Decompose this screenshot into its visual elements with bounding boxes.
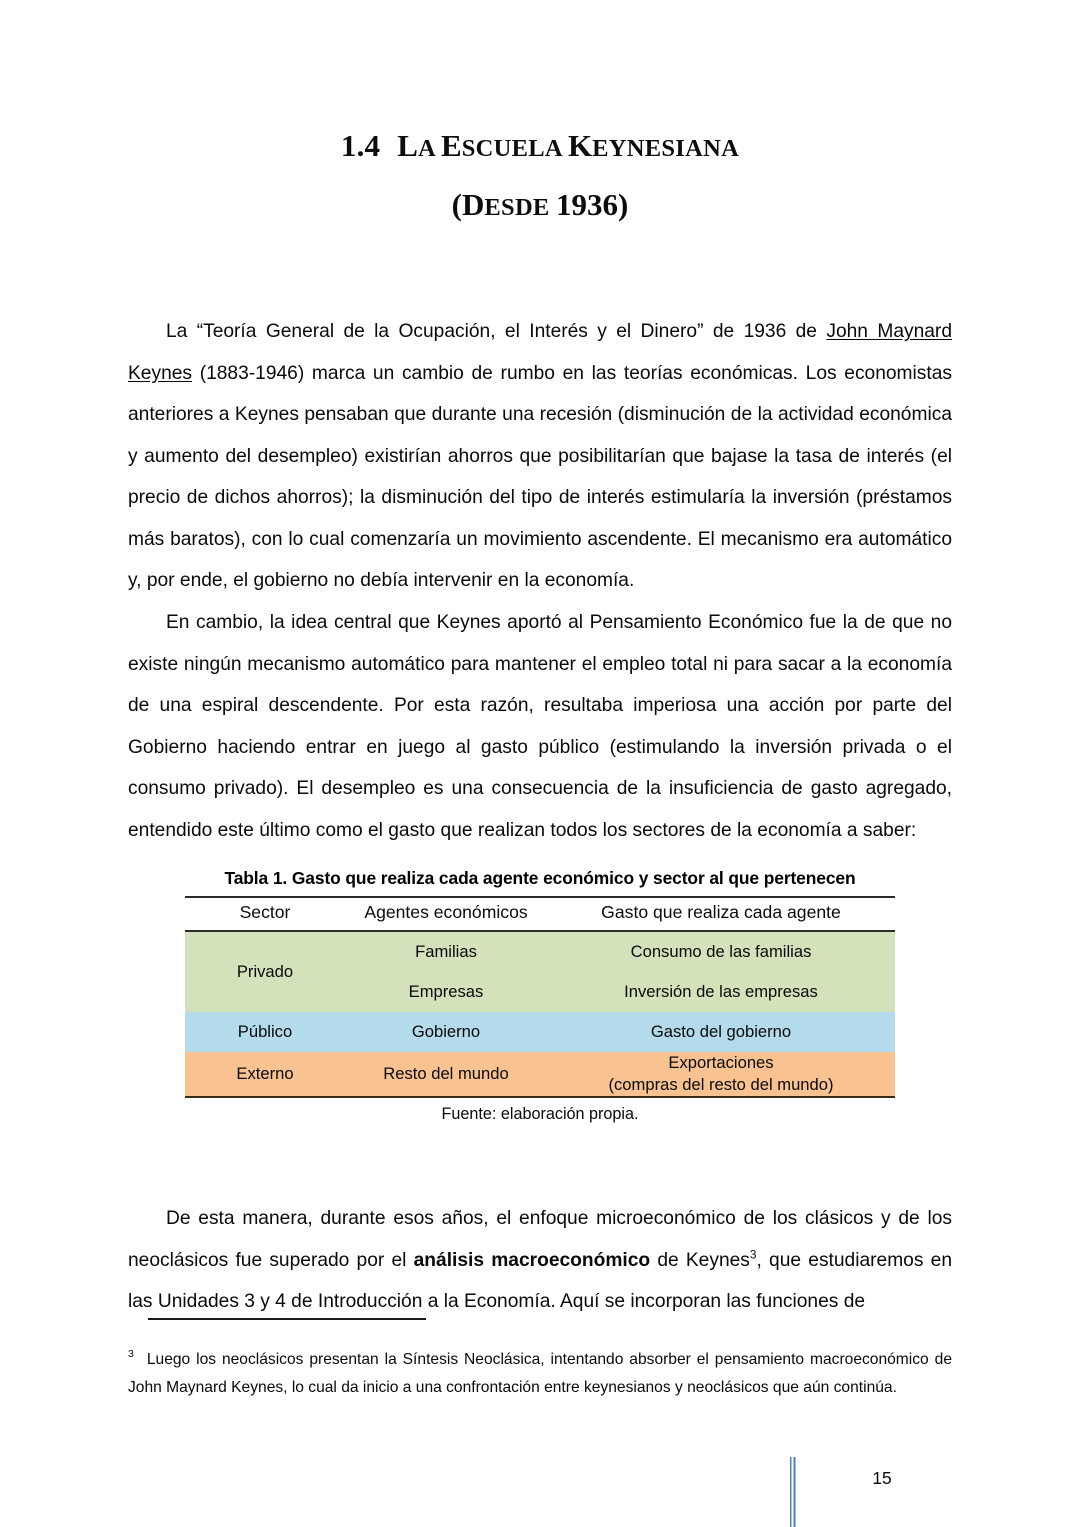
cell-spend-inversion: Inversión de las empresas xyxy=(547,972,895,1012)
heading-title-a: A xyxy=(417,135,442,162)
footnote-reference-3: 3 xyxy=(749,1247,757,1262)
paragraph-2-text: En cambio, la idea central que Keynes aportó al Pensamiento Económico fue la de que no existe ningún mecanismo automático para mantener el empleo total ni para sacar a la economía de una espiral descendente. Por esta razón, resultaba imperiosa una acción por parte del Gobierno haciendo entrar en juego al gasto público (estimulando la inversión privada o el consumo privado). El desempleo es una consecuencia de la insuficiencia de gasto agregado, entendido este último como el gasto que realizan todos los sectores de la economía a saber: xyxy=(128,612,952,841)
cell-spend-exportaciones-line2: (compras del resto del mundo) xyxy=(608,1075,834,1094)
heading-line-2 xyxy=(128,177,952,236)
page-number: 15 xyxy=(872,1468,892,1488)
heading-title-k: K xyxy=(567,128,593,163)
analisis-macroeconomico-bold: análisis macroeconómico xyxy=(413,1249,651,1271)
heading-year: 1936) xyxy=(556,187,629,222)
cell-agent-gobierno: Gobierno xyxy=(345,1012,547,1052)
paragraph-3-part-c: , que estudiaremos en las Unidades 3 y 4 de Introducción a la Economía. Aquí se incorporan las funciones de xyxy=(128,1249,952,1313)
footnote-marker: 3 xyxy=(128,1348,134,1361)
heading-desde-d: (D xyxy=(451,187,485,222)
heading-desde-rest: ESDE xyxy=(484,194,557,221)
footnote-3 xyxy=(128,1346,952,1403)
table-source-note: Fuente: elaboración propia. xyxy=(441,1105,639,1123)
paragraph-3 xyxy=(128,1198,952,1323)
table-block xyxy=(185,866,895,1124)
paragraph-3-part-a: De esta manera, durante esos años, el enfoque microeconómico de los clásicos y de los neoclásicos fue superado por el xyxy=(128,1208,952,1271)
footer-accent-rule xyxy=(790,1457,796,1527)
table-caption: Tabla 1. Gasto que realiza cada agente económico y sector al que pertenecen xyxy=(224,868,856,888)
gasto-table xyxy=(185,896,895,1098)
paragraph-3-part-b: de Keynes xyxy=(650,1249,750,1271)
cell-spend-exportaciones-line1: Exportaciones xyxy=(668,1053,774,1072)
cell-agent-resto-mundo: Resto del mundo xyxy=(345,1052,547,1097)
cell-spend-exportaciones xyxy=(547,1052,895,1097)
section-number: 1.4 xyxy=(340,128,381,163)
keynes-underlined-name: John Maynard Keynes xyxy=(128,321,952,384)
table-row xyxy=(185,931,895,972)
heading-line-1 xyxy=(128,118,952,177)
paragraph-1-part-a: La “Teoría General de la Ocupación, el Interés y el Dinero” de 1936 de xyxy=(166,321,827,343)
table-row xyxy=(185,1012,895,1052)
heading-title-l: L xyxy=(397,128,418,163)
cell-spend-gobierno: Gasto del gobierno xyxy=(547,1012,895,1052)
paragraph-2 xyxy=(128,602,952,851)
cell-agent-familias: Familias xyxy=(345,931,547,972)
table-header-row xyxy=(185,897,895,931)
column-header-gasto: Gasto que realiza cada agente xyxy=(547,897,895,931)
heading-title-e: E xyxy=(441,128,462,163)
cell-agent-empresas: Empresas xyxy=(345,972,547,1012)
footnote-text: Luego los neoclásicos presentan la Síntesis Neoclásica, intentando absorber el pensamiento macroeconómico de John Maynard Keynes, lo cual da inicio a una confrontación entre keynesianos y neoclásicos que aún continúa. xyxy=(128,1350,952,1397)
paragraph-1 xyxy=(128,311,952,602)
section-heading xyxy=(128,118,952,236)
heading-title-scuela: SCUELA xyxy=(461,135,568,162)
heading-title-eynesiana: EYNESIANA xyxy=(592,135,740,162)
footnote-separator xyxy=(148,1318,426,1320)
column-header-agentes: Agentes económicos xyxy=(345,897,547,931)
cell-sector-publico: Público xyxy=(185,1012,345,1052)
column-header-sector: Sector xyxy=(185,897,345,931)
cell-spend-consumo: Consumo de las familias xyxy=(547,931,895,972)
cell-sector-privado: Privado xyxy=(185,931,345,1012)
paragraph-1-part-b: (1883-1946) marca un cambio de rumbo en las teorías económicas. Los economistas anteriores a Keynes pensaban que durante una recesión (disminución de la actividad económica y aumento del desempleo) existirían ahorros que posibilitarían que bajase la tasa de interés (el precio de dichos ahorros); la disminución del tipo de interés estimularía la inversión (préstamos más baratos), con lo cual comenzaría un movimiento ascendente. El mecanismo era automático y, por ende, el gobierno no debía intervenir en la economía. xyxy=(128,362,952,592)
table-row xyxy=(185,1052,895,1097)
cell-sector-externo: Externo xyxy=(185,1052,345,1097)
